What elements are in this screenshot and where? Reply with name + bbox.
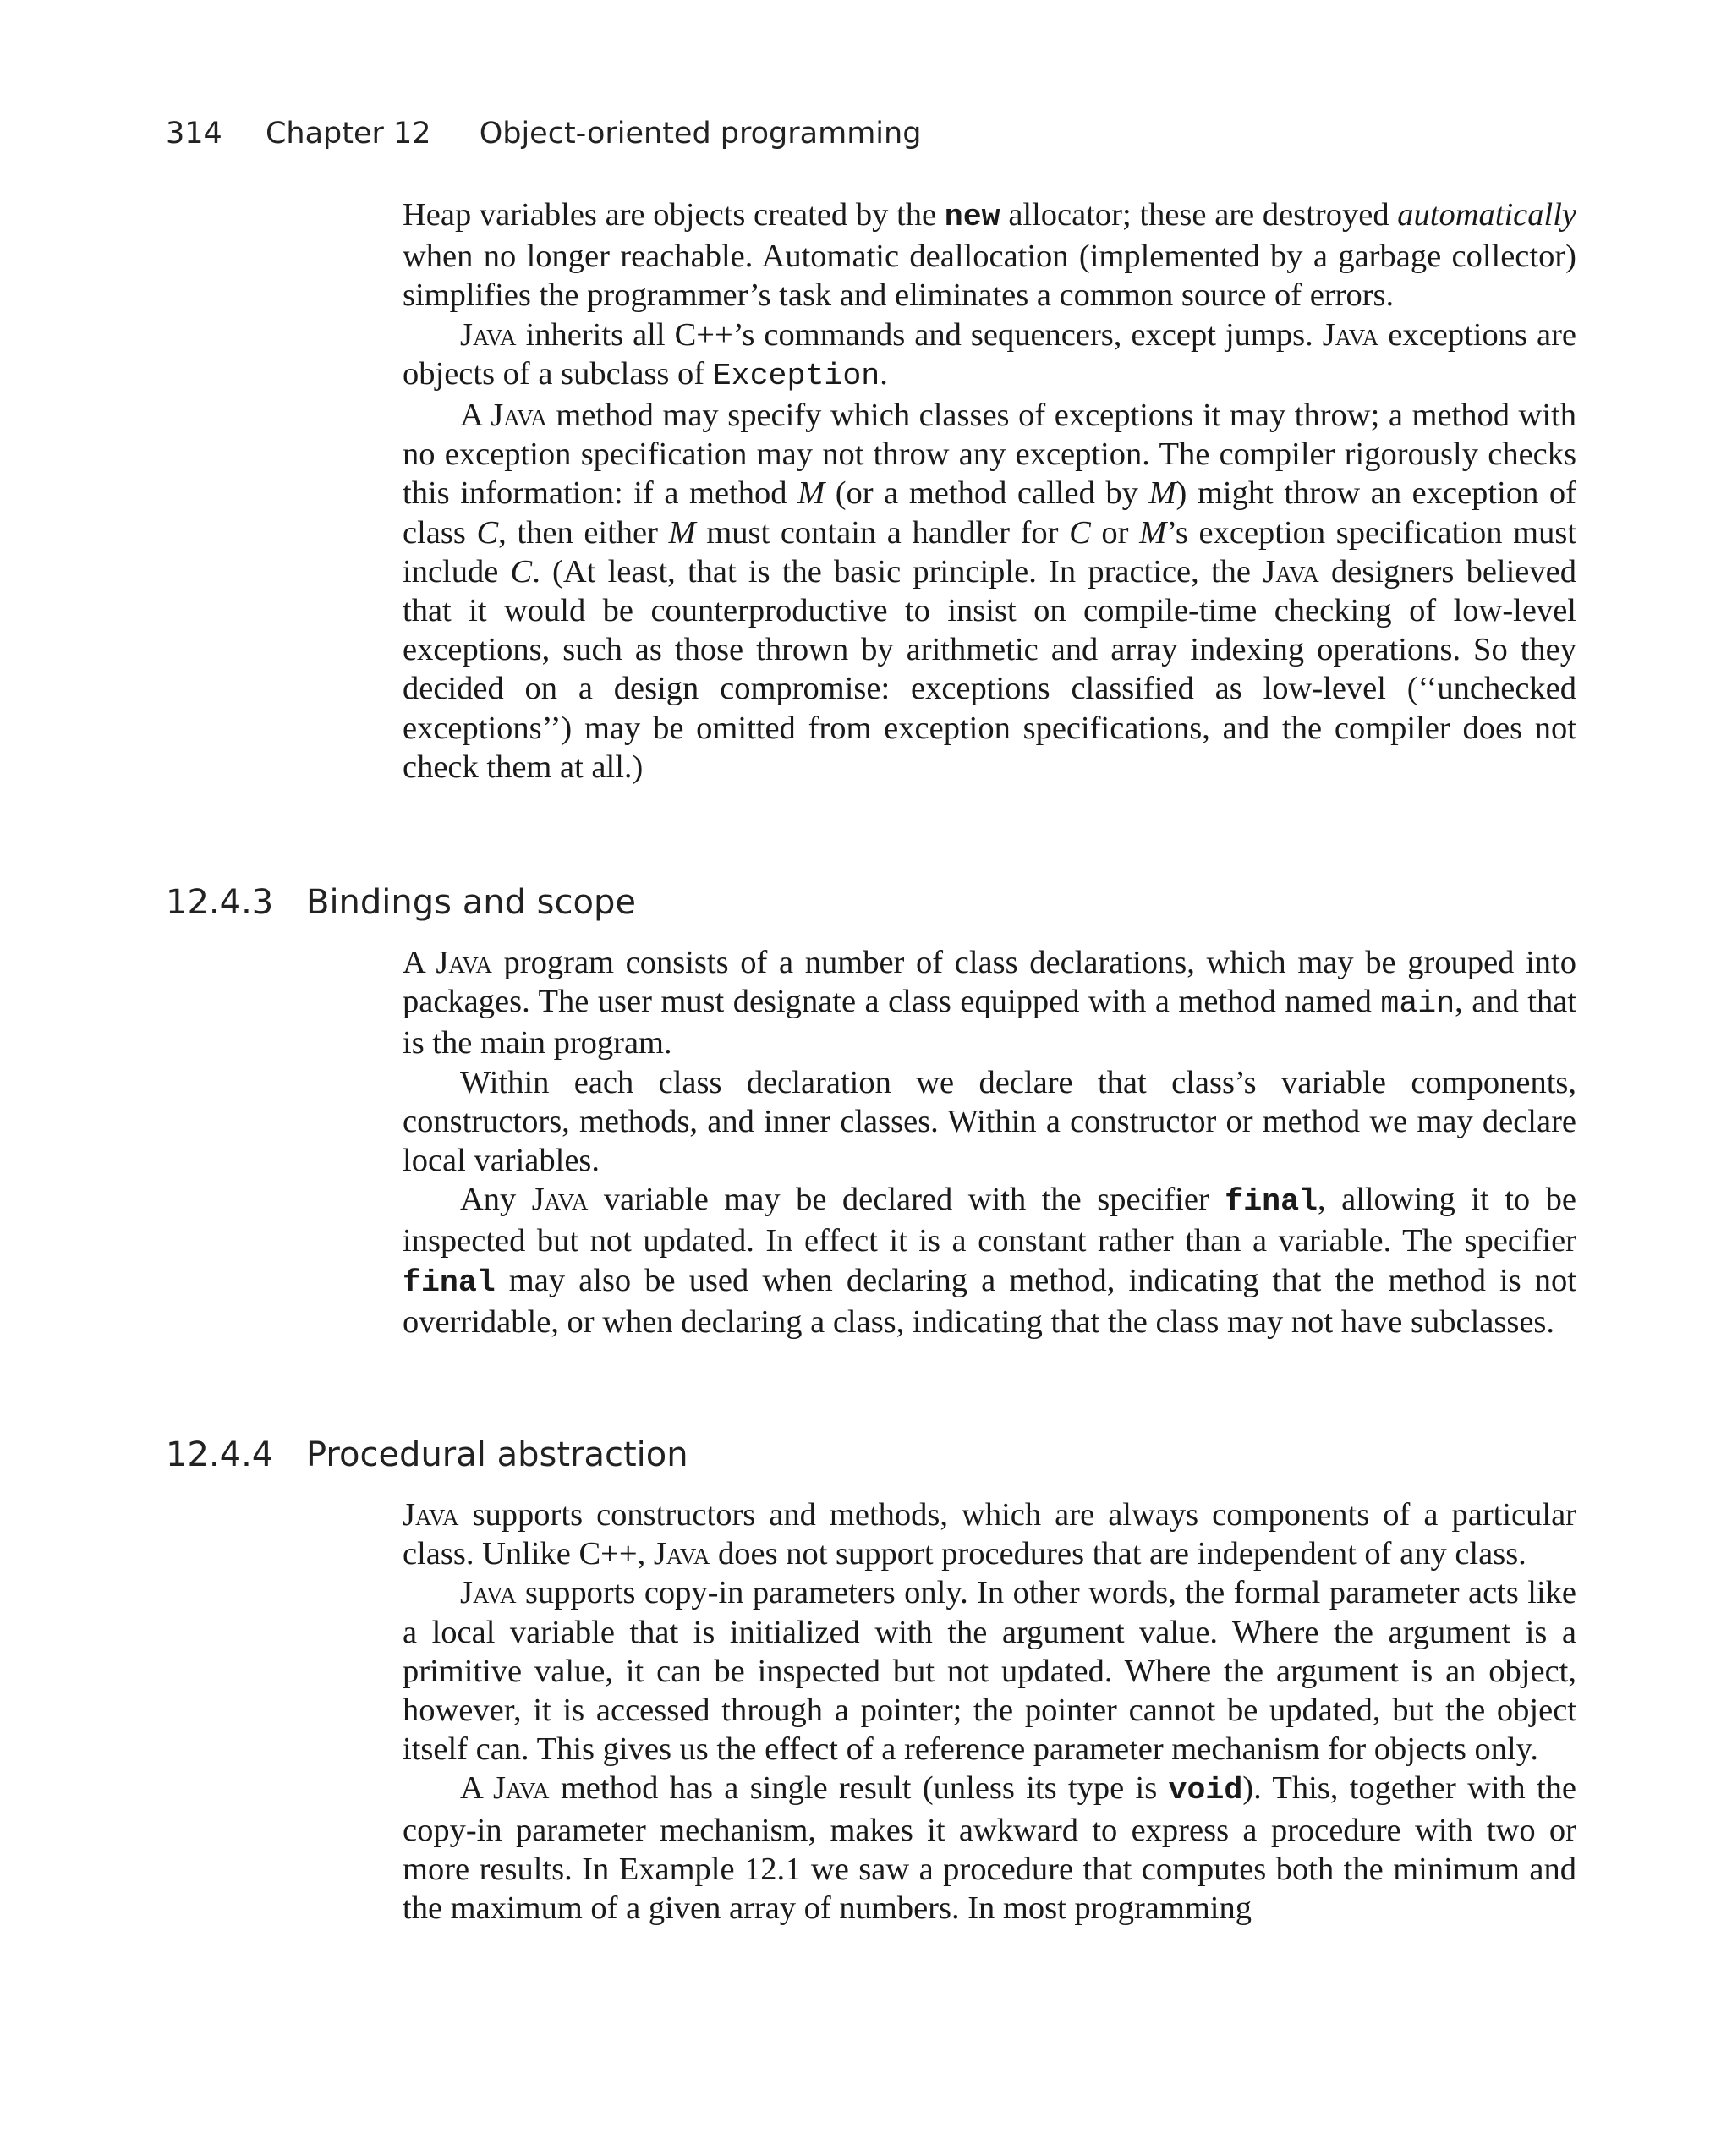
- paragraph-exception-specification: A Java method may specify which classes of exceptions it may throw; a method with no exception specification may not throw any exception. The compiler rigorously checks this information: if a method M (or a method called by M) might throw an exception of class C, then either M must contain a handler for C or M’s exception specification must include C. (At least, that is the basic principle. In practice, the Java designers believed that it would be counterproductive to insist on compile-time checking of low-level exceptions, such as those thrown by arithmetic and array indexing operations. So they decided on a design compromise: exceptions classified as low-level (‘‘unchecked exceptions’’) may be omitted from exception specifications, and the compiler does not check them at all.): [403, 398, 1576, 785]
- text-block-exceptions: [403, 195, 1576, 787]
- running-head: [166, 117, 921, 151]
- paragraph-program-structure: A Java program consists of a number of class declarations, which may be grouped into packages. The user must designate a class equipped with a method named main, and that is the main program.: [403, 945, 1577, 1062]
- text-block-procedural: [403, 1495, 1576, 1928]
- section-heading-procedural-abstraction: [166, 1435, 688, 1474]
- paragraph-heap-variables: Heap variables are objects created by the new allocator; these are destroyed automatically when no longer reachable. Automatic deallocation (implemented by a garbage collector) simplifies the programmer’s task and eliminates a common source of errors.: [403, 197, 1576, 314]
- section-number: 12.4.4: [166, 1435, 274, 1474]
- paragraph-single-result: A Java method has a single result (unless its type is void). This, together with the copy-in parameter mechanism, makes it awkward to express a procedure with two or more results. In Example 12.1 we saw a procedure that computes both the minimum and the maximum of a given array of numbers. In most programming: [403, 1770, 1576, 1927]
- section-title: Procedural abstraction: [306, 1435, 688, 1474]
- section-heading-bindings-scope: [166, 883, 636, 922]
- paragraph-copy-in-parameters: Java supports copy-in parameters only. In other words, the formal parameter acts like a local variable that is initialized with the argument value. Where the argument is a primitive value, it can be inspected but not updated. Where the argument is an object, however, it is accessed through a pointer; the pointer cannot be updated, but the object itself can. This gives us the effect of a reference parameter mechanism for objects only.: [403, 1575, 1576, 1768]
- page-number: 314: [166, 117, 222, 151]
- paragraph-class-declarations: Within each class declaration we declare that class’s variable components, constructors, methods, and inner classes. Within a constructor or method we may declare local variables.: [403, 1064, 1576, 1179]
- section-title: Bindings and scope: [306, 883, 636, 922]
- paragraph-constructors-methods: Java supports constructors and methods, which are always components of a particular class. Unlike C++, Java does not support procedures that are independent of any class.: [403, 1497, 1576, 1572]
- text-block-bindings: [403, 943, 1576, 1341]
- paragraph-final-specifier: Any Java variable may be declared with the specifier final, allowing it to be inspected but not updated. In effect it is a constant rather than a variable. The specifier final may also be used when declaring a method, indicating that the method is not overridable, or when declaring a class, indicating that the class may not have subclasses.: [403, 1182, 1576, 1340]
- paragraph-commands-sequencers: Java inherits all C++’s commands and sequencers, except jumps. Java exceptions are objects of a subclass of Exception.: [403, 316, 1576, 393]
- chapter-label: Chapter 12: [265, 117, 431, 151]
- chapter-title: Object-oriented programming: [479, 117, 922, 151]
- section-number: 12.4.3: [166, 883, 274, 922]
